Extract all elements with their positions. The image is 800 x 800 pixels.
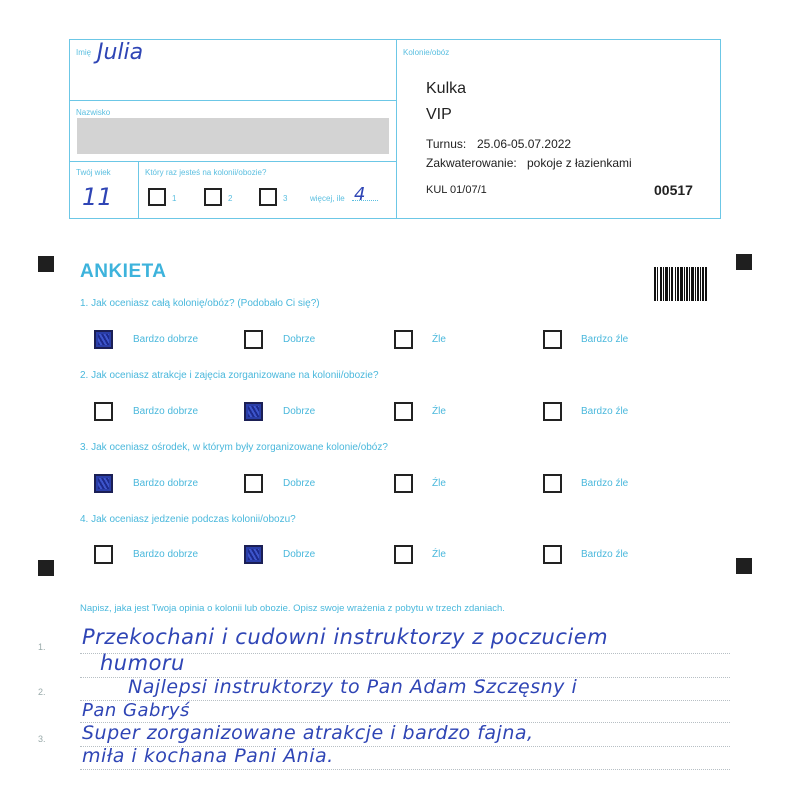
barcode (654, 267, 707, 301)
first-name-label: Imię (76, 48, 92, 57)
question-2-label-dobrze: Dobrze (283, 406, 316, 417)
question-4-text: 4. Jak oceniasz jedzenie podczas kolonii/obozu? (80, 514, 296, 525)
question-3-label-dobrze: Dobrze (283, 478, 316, 489)
registration-marker-bottom-left (38, 560, 54, 576)
question-2-checkbox-dobrze[interactable] (244, 402, 263, 421)
question-4-checkbox-dobrze[interactable] (244, 545, 263, 564)
question-4-checkbox-zle[interactable] (394, 545, 413, 564)
opinion-text-line-6: miła i kochana Pani Ania. (82, 745, 334, 767)
question-3-text: 3. Jak oceniasz ośrodek, w którym były zorganizowane kolonie/obóz? (80, 442, 388, 453)
question-2-checkbox-zle[interactable] (394, 402, 413, 421)
times-checkbox-1[interactable] (148, 188, 166, 206)
camp-label: Kolonie/obóz (403, 48, 450, 57)
question-4-checkbox-bardzo-zle[interactable] (543, 545, 562, 564)
question-2-label-zle: Źle (432, 406, 446, 417)
question-4-label-bardzo-zle: Bardzo źle (581, 549, 629, 560)
last-name-redacted-field (77, 118, 389, 154)
opinion-text-line-3: Najlepsi instruktorzy to Pan Adam Szczęsny i (128, 676, 578, 698)
camp-type: VIP (426, 106, 452, 123)
header-row-divider-2 (69, 161, 396, 162)
question-1-checkbox-dobrze[interactable] (244, 330, 263, 349)
question-2-label-bardzo-dobrze: Bardzo dobrze (133, 406, 199, 417)
header-divider (396, 39, 397, 219)
line-number-3: 3. (38, 734, 46, 744)
question-3-checkbox-bardzo-zle[interactable] (543, 474, 562, 493)
opinion-text-line-2: humoru (100, 651, 185, 675)
opinion-prompt: Napisz, jaka jest Twoja opinia o kolonii lub obozie. Opisz swoje wrażenia z pobytu w trzech zdaniach. (80, 603, 505, 614)
question-1-label-zle: Źle (432, 334, 446, 345)
question-4-label-zle: Źle (432, 549, 446, 560)
line-number-2: 2. (38, 687, 46, 697)
opinion-text-line-4: Pan Gabryś (82, 700, 190, 721)
question-3-checkbox-dobrze[interactable] (244, 474, 263, 493)
question-1-label-dobrze: Dobrze (283, 334, 316, 345)
turnus-value: 25.06-05.07.2022 (477, 137, 572, 151)
camp-name: Kulka (426, 80, 467, 97)
times-label: Który raz jesteś na kolonii/obozie? (145, 168, 267, 177)
question-4-label-bardzo-dobrze: Bardzo dobrze (133, 549, 199, 560)
writing-line-6 (80, 769, 730, 770)
registration-marker-top-right (736, 254, 752, 270)
question-2-checkbox-bardzo-zle[interactable] (543, 402, 562, 421)
question-3-checkbox-bardzo-dobrze[interactable] (94, 474, 113, 493)
turnus-label: Turnus: (426, 137, 467, 151)
times-option-2: 2 (228, 194, 233, 203)
opinion-text-line-1: Przekochani i cudowni instruktorzy z poczuciem (82, 625, 609, 649)
question-1-label-bardzo-zle: Bardzo źle (581, 334, 629, 345)
camp-code: KUL 01/07/1 (426, 184, 487, 196)
lodging-value: pokoje z łazienkami (527, 156, 632, 170)
question-1-checkbox-bardzo-dobrze[interactable] (94, 330, 113, 349)
question-2-text: 2. Jak oceniasz atrakcje i zajęcia zorganizowane na kolonii/obozie? (80, 370, 379, 381)
question-3-checkbox-zle[interactable] (394, 474, 413, 493)
age-divider (138, 161, 139, 219)
line-number-1: 1. (38, 642, 46, 652)
more-label: więcej, ile (310, 194, 345, 203)
registration-marker-top-left (38, 256, 54, 272)
times-checkbox-3[interactable] (259, 188, 277, 206)
header-row-divider-1 (69, 100, 396, 101)
more-value: 4 (354, 184, 366, 205)
question-3-label-bardzo-zle: Bardzo źle (581, 478, 629, 489)
question-1-checkbox-bardzo-zle[interactable] (543, 330, 562, 349)
form-number: 00517 (654, 182, 693, 198)
lodging-label: Zakwaterowanie: (426, 156, 517, 170)
times-option-3: 3 (283, 194, 288, 203)
opinion-text-line-5: Super zorganizowane atrakcje i bardzo fajna, (82, 722, 534, 744)
registration-marker-bottom-right (736, 558, 752, 574)
question-3-label-zle: Źle (432, 478, 446, 489)
question-4-checkbox-bardzo-dobrze[interactable] (94, 545, 113, 564)
age-value: 11 (82, 183, 113, 211)
question-1-label-bardzo-dobrze: Bardzo dobrze (133, 334, 199, 345)
survey-title: ANKIETA (80, 261, 167, 282)
question-1-text: 1. Jak oceniasz całą kolonię/obóz? (Podobało Ci się?) (80, 298, 320, 309)
question-2-label-bardzo-zle: Bardzo źle (581, 406, 629, 417)
question-2-checkbox-bardzo-dobrze[interactable] (94, 402, 113, 421)
question-3-label-bardzo-dobrze: Bardzo dobrze (133, 478, 199, 489)
times-checkbox-2[interactable] (204, 188, 222, 206)
age-label: Twój wiek (76, 168, 111, 177)
question-1-checkbox-zle[interactable] (394, 330, 413, 349)
first-name-value: Julia (97, 40, 144, 65)
question-4-label-dobrze: Dobrze (283, 549, 316, 560)
last-name-label: Nazwisko (76, 108, 111, 117)
times-option-1: 1 (172, 194, 177, 203)
